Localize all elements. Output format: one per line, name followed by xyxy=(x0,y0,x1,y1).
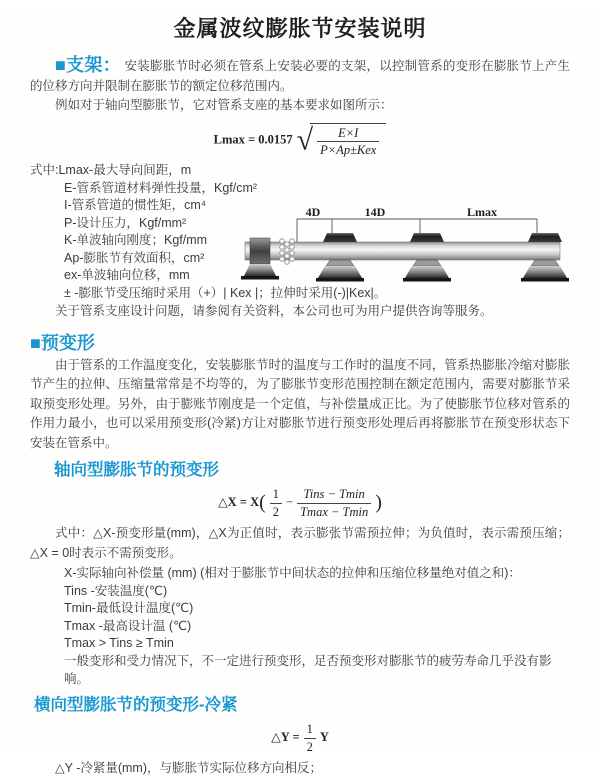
subheading-axial-preform: 轴向型膨胀节的预变形 xyxy=(54,461,219,480)
definition-line: ± -膨胀节受压缩时采用（+）| Kex |；拉伸时采用(-)|Kex|。 xyxy=(64,285,387,300)
sqrt-radicand xyxy=(310,123,386,158)
preform-paragraph: 由于管系的工作温度变化，安装膨胀节时的温度与工作时的温度不同，管系热膨胀冷缩对膨胀节产生的拉伸、压缩量常常是不均等的，为了膨胀节变形范围控制在额定范围内，需要对膨胀节采取预变形处理。另外，由于膨账节刚度是一个定值，与补偿量成正比。为了使膨胀节位移对管系的作用力最小，也可以采用预变形(冷紧)方让对膨胀节进行预变形处理后再将膨胀节在预变形状态下安装在管系中。 xyxy=(30,357,570,450)
support-example-line: 例如对于轴向型膨胀节，它对管系支座的基本要求如图所示： xyxy=(55,98,393,112)
sqrt-radical-sign: √ xyxy=(296,122,314,156)
parameter-line: X-实际轴向补偿量 (mm) (相对于膨胀节中间状态的拉伸和压缩位移量绝对值之和)： xyxy=(64,566,521,580)
definition-line: E-管系管道材料弹性投量，Kgf/cm² xyxy=(64,180,258,195)
definition-line: K-单波轴向刚度；Kgf/mm xyxy=(64,233,208,248)
lateral-preform-formula xyxy=(30,722,570,754)
formula-dy-rhs: Y xyxy=(319,729,329,744)
support-intro-paragraph xyxy=(30,56,570,96)
parameter-line: Tmax -最高设计温 (℃) xyxy=(64,618,192,633)
one-half-fraction: $\frac{1}{2}$ xyxy=(270,487,282,519)
parameter-line: Tins -安装温度(℃) xyxy=(64,583,168,598)
formula-open-paren: ( xyxy=(259,491,266,514)
definition-line: P-设计压力，Kgf/mm² xyxy=(64,215,187,230)
dim-label-4d: 4D xyxy=(305,205,321,219)
one-half-fraction: $\frac{1}{2}$ xyxy=(304,722,316,754)
formula-dy-lhs: △Y = xyxy=(271,729,300,744)
guide-spacing-formula xyxy=(30,123,570,158)
definition-line: ex-单波轴向位移，mm xyxy=(64,268,190,283)
definition-line: I-管系管道的惯性矩，cm⁴ xyxy=(64,198,207,213)
axial-parameter-lines xyxy=(30,565,570,688)
temperature-fraction: $\frac{\text{Tins − Tmin}}{Tmax - Tmin}$ xyxy=(297,487,371,519)
lateral-desc-line: △Y -冷紧量(mm)，与膨胀节实际位移方向相反； xyxy=(55,760,323,775)
parameter-line: Tmin-最低设计温度(℃) xyxy=(64,601,194,616)
axial-preform-formula xyxy=(30,487,570,519)
definition-line: Ap-膨胀节有效面积，cm² xyxy=(64,250,205,265)
support-intro-text: 安装膨胀节时必须在管系上安装必要的支架，以控制管系的变形在膨胀节上产生的位移方向并限制在膨胀节的额定位移范围内。 xyxy=(30,59,570,93)
axial-desc-paragraph: 式中：△X-预变形量(mm)，△X为正值时，表示膨张节需预拉伸；为负值时，表示需预压缩；△X = 0时表示不需预变形。 xyxy=(30,526,570,560)
page-title: 金属波纹膨胀节安装说明 xyxy=(173,16,427,41)
dim-label-lmax: Lmax xyxy=(467,205,497,219)
formula-lmax-numerator: E×I xyxy=(317,126,379,142)
formula-dx-lhs: △X = X xyxy=(218,495,260,509)
parameter-line: 一般变形和受力情况下，不一定进行预变形，足否预变形对膨胀节的疲劳寿命几乎没有影响。 xyxy=(64,653,552,686)
section-heading-support: ■支架： xyxy=(55,55,121,75)
formula-minus-sign: − xyxy=(286,495,294,509)
bellows-coils xyxy=(280,239,295,265)
subheading-lateral-preform: 横向型膨胀节的预变形-冷紧 xyxy=(34,696,238,715)
parameter-line: Tmax > Tins ≥ Tmin xyxy=(64,636,174,651)
document-page xyxy=(0,12,600,775)
definition-line: 式中:Lmax-最大导向间距，m xyxy=(30,163,192,178)
pipe-support-diagram-svg xyxy=(234,204,574,300)
formula-lmax-denominator: P×Ap±Kex xyxy=(320,142,377,157)
formula-close-paren: ) xyxy=(375,491,382,514)
dim-label-14d: 14D xyxy=(364,205,386,219)
formula-lmax-lhs: Lmax = 0.0157 xyxy=(213,131,293,146)
support-note-line: 关于管系支座设计问题，请参阅有关资料，本公司也可为用户提供咨询等服务。 xyxy=(55,304,493,319)
section-heading-preform: ■预变形 xyxy=(30,332,95,353)
pipe-support-diagram xyxy=(234,204,574,300)
